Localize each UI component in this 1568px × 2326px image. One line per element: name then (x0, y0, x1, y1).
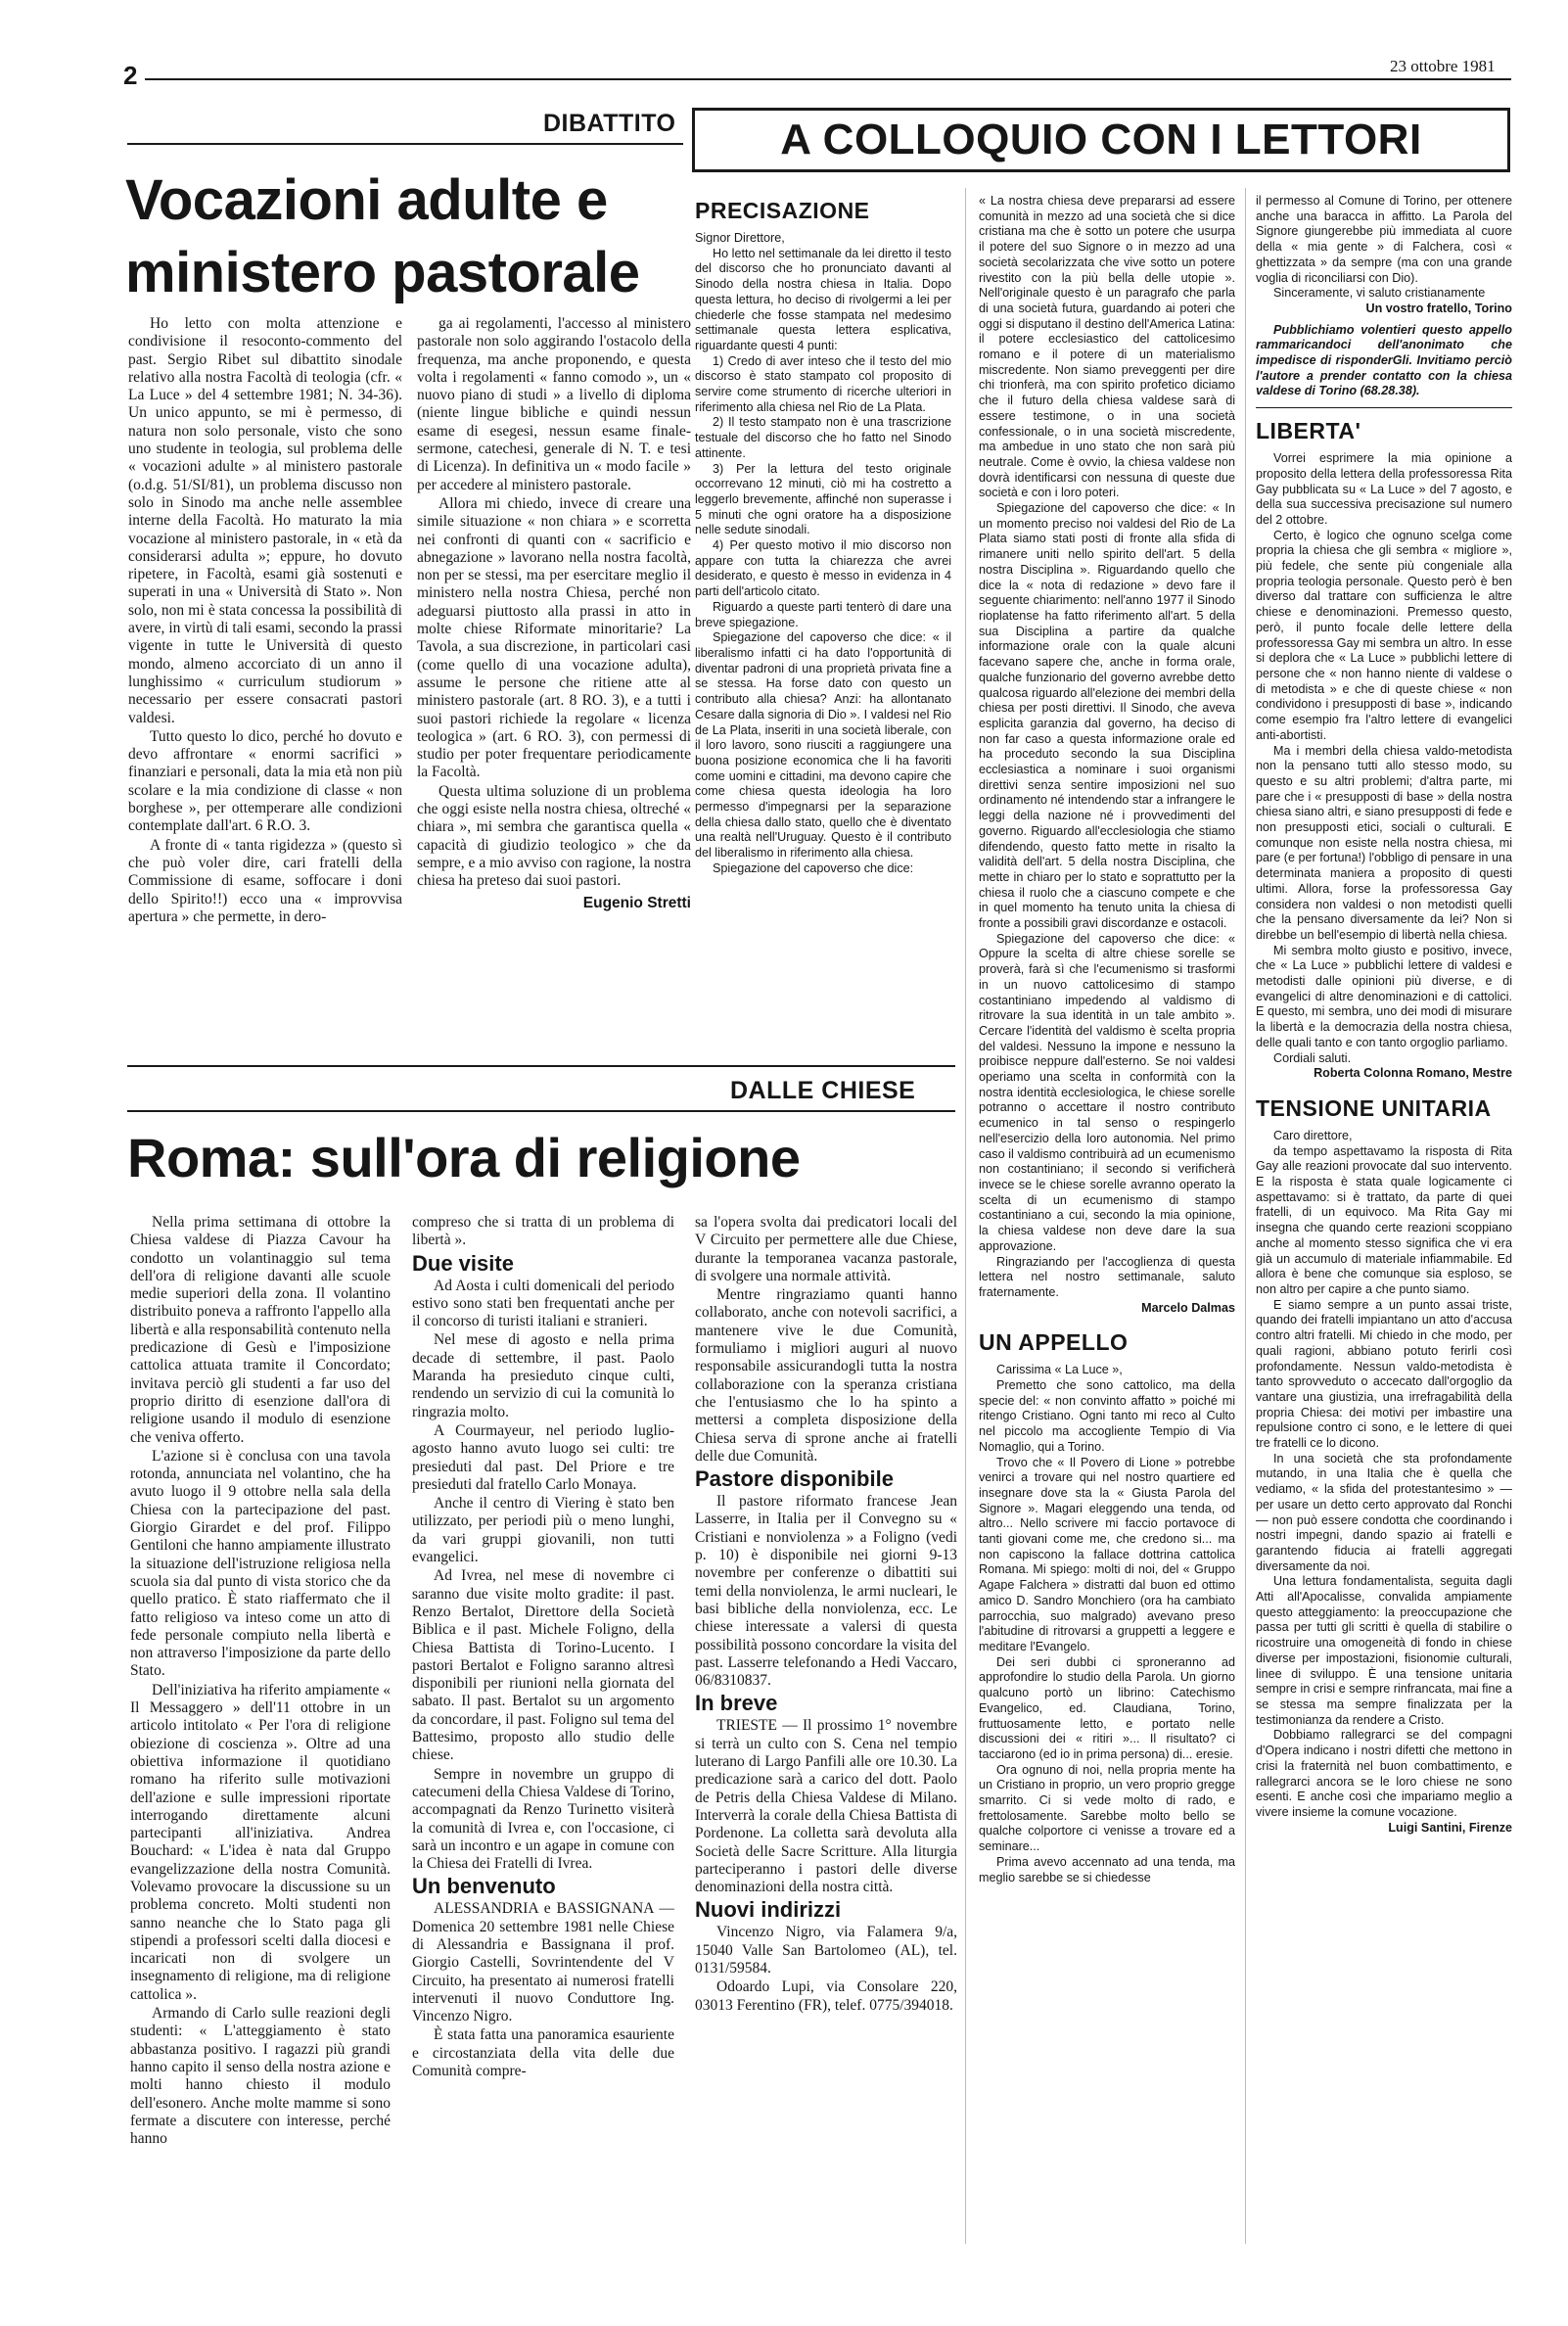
paragraph: Ho letto nel settimanale da lei diretto il testo del discorso che ho pronunciato davanti al Sinodo della nostra chiesa in Italia. Dopo questa lettura, ho deciso di rivolgermi a lei per chiederle che fosse stampata nel medesimo settimanale questa lettera esplicativa, riguardante questi 4 punti: (695, 246, 951, 352)
paragraph: Una lettura fondamentalista, seguita dagli Atti all'Apocalisse, convalida ampiamente questo atteggiamento: la preoccupazione che passa per tutti gli scritti è quella di stabilire o ricostruire una omogeneità di fondo in chiese diverse per impostazioni, fisionomie culturali, linee di sviluppo. È una tensione unitaria sempre in crisi e sempre rinfrancata, mai fine a se stessa ma sempre finalizzata per la testimonianza da rendere a Cristo. (1256, 1574, 1512, 1727)
paragraph: Dell'iniziativa ha riferito ampiamente « Il Messaggero » dell'11 ottobre in un articolo intitolato « Per l'ora di religione obiezione di coscienza ». Oltre ad una obiettiva informazione il quotidiano romano ha riferito sulle motivazioni dell'azione e sulle impressioni riportate interrogando direttamente alcuni partecipanti all'iniziativa. Andrea Bouchard: « L'idea è nata dal Gruppo evangelizzazione della nostra Comunità. Volevamo provocare la discussione su un problema concreto. Molti studenti non sanno neanche che lo Stato paga gli stipendi a professori scelti dalla diocesi e incaricati non di svolgere un insegnamento di religione, ma di religione cattolica ». (130, 1681, 391, 2003)
paragraph: Spiegazione del capoverso che dice: « il liberalismo infatti ci ha dato l'opportunità di diventar padroni di una proprietà privata fine a se stessa. Ha forse dato con questo un contributo alla chiesa? Anzi: ha allontanato Cesare dalla signoria di Dio ». I valdesi nel Rio de La Plata, inseriti in una società liberale, con il loro lavoro, sono riusciti a raggiungere una buona posizione economica che li ha favoriti come uomini e cittadini, ma devono capire che come chiesa questa ideologia ha loro permesso d'impegnarsi per la separazione della chiesa dallo stato, quello che è diventato una realtà nell'Uruguay. Questo è il contributo del liberalismo in riferimento alla chiesa. (695, 630, 951, 861)
paragraph: Trovo che « Il Povero di Lione » potrebbe venirci a trovare qui nel nostro quartiere ed insegnare dove sta la « Giusta Parola del Signore ». Magari eleggendo una tenda, od altro... Nello scrivere mi faccio portavoce di tanti giovani come me, che credono si... ma non capiscono la fallace dottrina cattolica Romana. Mi spiego: molti di noi, del « Gruppo Agape Falchera » distratti dal buon ed ottimo amico D. Sandro Monchiero (ora ha cambiato parrocchia, suo malgrado) avevano preso l'abitudine di ritrovarsi a gruppetti a leggere e meditare l'Evangelo. (979, 1455, 1235, 1653)
banner-text: A COLLOQUIO CON I LETTORI (780, 116, 1422, 163)
paragraph: sa l'opera svolta dai predicatori locali del V Circuito per permettere alle due Chiese, durante la temporanea vacanza pastorale, di svolgere una normale attività. (695, 1214, 957, 1284)
heading-un-appello: UN APPELLO (979, 1329, 1129, 1356)
paragraph: Caro direttore, (1273, 1128, 1353, 1142)
paragraph: da tempo aspettavamo la risposta di Rita Gay alle reazioni provocate dal suo intervento. E la risposta è stata quale logicamente ci aspettavamo: si è trattato, da parte di quei fratelli, di un equivoco. Ma Rita Gay mi insegna che quando certe reazioni scoppiano anche al momento stesso significa che vi era già un accumulo di materiale infiammabile. Ed allora è bene che comunque sia esploso, se non altro per capire a che punto siamo. (1256, 1143, 1512, 1296)
paragraph: Sinceramente, vi saluto cristianamente (1273, 286, 1486, 301)
paragraph: Armando di Carlo sulle reazioni degli studenti: « L'atteggiamento è stato abbastanza positivo. I ragazzi più grandi hanno capito il senso della nostra azione e molti hanno chiesto il modulo dell'esonero. Anche molte mamme si sono fermate a discutere con interesse, perché hanno (130, 2005, 391, 2148)
editorial-note: Pubblichiamo volentieri questo appello rammaricandoci dell'anonimato che impedisce di risponderGli. Invitiamo perciò l'autore a prender contatto con la chiesa valdese di Torino (68.28.38). (1256, 322, 1512, 398)
subheading-due-visite: Due visite (412, 1250, 514, 1276)
paragraph: Vorrei esprimere la mia opinione a proposito della lettera della professoressa Rita Gay pubblicata su « La Luce » del 7 agosto, e della sua successiva precisazione sul numero del 2 ottobre. (1256, 451, 1512, 527)
paragraph: ga ai regolamenti, l'accesso al ministero pastorale non solo aggirando l'ostacolo della frequenza, ma anche proponendo, e questa volta i regolamenti « fanno comodo », un « nuovo piano di studi » a livello di diploma (niente lingue bibliche e quindi nessun esame di esegesi, nessun esame finale-sermone, catechesi, generale di N. T. e tesi di Licenza). In definitiva un « modo facile » per accedere al ministero pastorale. (417, 315, 691, 493)
paragraph: Riguardo a queste parti tenterò di dare una breve spiegazione. (695, 599, 951, 629)
roma-column-1 (130, 1214, 391, 2244)
vocazioni-column-2 (417, 315, 691, 1075)
heading-liberta: LIBERTA' (1256, 418, 1361, 444)
subheading-pastore-disponibile: Pastore disponibile (695, 1466, 894, 1492)
paragraph: Premetto che sono cattolico, ma della specie del: « non convinto affatto » poiché mi ritengo Cristiano. Ogni tanto mi reco al Culto nel piccolo ma accogliente Tempio di Via Nomaglio, qui a Torino. (979, 1378, 1235, 1454)
paragraph: Allora mi chiedo, invece di creare una simile situazione « non chiara » e scorretta nei confronti di quanti con « sacrificio e abnegazione » lavorano nella nostra facoltà, non per se stessi, ma per esercitare meglio il ministero nella nostra Chiesa, perché non adeguarsi piuttosto alla prassi in atto in molte chiese Riformate minoritarie? La Tavola, a sua discrezione, in particolari casi (come quello di una vocazione adulta), assume le persone che ritiene atte al ministero pastorale (art. 8 RO. 3), e a tutti i suoi pastori richiede la regolare « licenza teologica » (art. 6 RO. 3), con permessi di studio per poter frequentare periodicamente la Facoltà. (417, 494, 691, 781)
paragraph: E siamo sempre a un punto assai triste, quando dei fratelli impiantano un atto d'accusa contro altri fratelli. Mi chiedo in che modo, per quali ragioni, abbiano potuto ferirli così profondamente. Nessun valdo-metodista è tanto sprovveduto o accecato dall'orgoglio da vantare una giustizia, una irrefragabilità della propria Chiesa: dei motivi per imbastire una repulsione contro ci sono, e le lettere di quei tre fratelli ce lo dicono. (1256, 1297, 1512, 1451)
paragraph: Ma i membri della chiesa valdo-metodista non la pensano tutti allo stesso modo, su questo e su altri problemi; d'altra parte, mi pare che i « presupposti di base » della nostra chiesa siano altri, e siano presupposti di fede e non presupposti etici, sociali o culturali. E comunque non esiste nella nostra chiesa, mi pare (e per fortuna!) l'obbligo di pensare in una determinata maniera a proposito di questi ultimi. Allora, forse la professoressa Gay considera non valdesi o non metodisti quelli che la pensano diversamente da lei? Non si direbbe un bell'esempio di libertà nella chiesa. (1256, 743, 1512, 942)
banner-colloquio (692, 108, 1510, 172)
paragraph: Cordiali saluti. (1273, 1050, 1352, 1065)
roma-column-2 (412, 1214, 674, 2244)
paragraph: Tutto questo lo dico, perché ho dovuto e devo affrontare « enormi sacrifici » finanziari e personali, data la mia età non più scolare e la mia condizione di classe « non borghese », per ottemperare alle condizioni contemplate dall'art. 6 R.O. 3. (128, 727, 402, 835)
paragraph: Nella prima settimana di ottobre la Chiesa valdese di Piazza Cavour ha condotto un volantinaggio sul tema dell'ora di religione davanti alle scuole medie superiori della zona. Il volantino distribuito poneva a raffronto l'appello alla libertà e alla responsabilità contenuto nella predicazione di Gesù e l'imposizione cattolica attuata tramite il Concordato; invitava perciò gli studenti a far uso del proprio diritto di esenzione dall'ora di religione usando il modulo di esenzione che veniva offerto. (130, 1214, 391, 1446)
paragraph: Sempre in novembre un gruppo di catecumeni della Chiesa Valdese di Torino, accompagnati da Renzo Turinetto visiterà la comunità di Ivrea e, con l'occasione, ci sarà un incontro e un agape in comune con la Chiesa dei Fratelli di Ivrea. (412, 1765, 674, 1873)
precisazione-column-1 (695, 188, 951, 1074)
paragraph: A Courmayeur, nel periodo luglio-agosto hanno avuto luogo sei culti: tre presieduti dal past. Del Priore e tre presieduti dal fratello Carlo Monaya. (412, 1421, 674, 1493)
paragraph: « La nostra chiesa deve prepararsi ad essere comunità in mezzo ad una società che si dice cristiana ma che è sotto un potere che usurpa il potere del suo Signore o in mezzo ad una società secolarizzata che vive sotto un potere rivestito con la più bella delle utopie ». Nell'originale questo è un paragrafo che parla di una società futura, guardando ai poteri che oggi si disputano il destino dell'America Latina: il potere ecclesiastico del cattolicesimo romano e il potere di un materialismo miscredente. Non siamo preveggenti per dire chi trionferà, ma con spirito profetico diciamo che il futuro della chiesa valdese sarà di essere testimone, o in una società confessionale, o in una società miscredente, ma ambedue in uno stato che non sarà più neutrale. Come è ovvio, la chiesa valdese non dovrà identificarsi con nessuna di queste due società e con i loro poteri. (979, 194, 1235, 500)
precisazione-column-2 (979, 194, 1235, 2250)
author-signature: Marcelo Dalmas (1141, 1300, 1235, 1315)
heading-precisazione: PRECISAZIONE (695, 198, 870, 223)
paragraph: Spiegazione del capoverso che dice: (713, 861, 914, 875)
dibattito-rule (127, 143, 683, 145)
paragraph: 3) Per la lettura del testo originale occorrevano 12 minuti, ciò mi ha costretto a leggerlo brevemente, affinché non superasse i 5 minuti che ogni oratore ha a disposizione nelle sedute sinodali. (695, 461, 951, 537)
paragraph: Mentre ringraziamo quanti hanno collaborato, anche con notevoli sacrifici, a mantenere vive le due Comunità, formuliamo i migliori auguri al nuovo responsabile assicurandogli tutta la nostra collaborazione con la speranza cristiana che l'entusiasmo che lo ha spinto a mettersi a completa disposizione della Chiesa serva di sprone anche ai fratelli delle due Comunità. (695, 1286, 957, 1465)
author-signature: Un vostro fratello, Torino (1365, 301, 1512, 315)
subheading-nuovi-indirizzi: Nuovi indirizzi (695, 1897, 842, 1923)
lettori-column-4 (1256, 194, 1512, 2250)
paragraph: Anche il centro di Viering è stato ben utilizzato, per periodi più o meno lunghi, da vari gruppi giovanili, non tutti evangelici. (412, 1495, 674, 1566)
paragraph: 2) Il testo stampato non è una trascrizione testuale del discorso che ho fatto nel Sinodo attinente. (695, 415, 951, 460)
column-divider (965, 188, 966, 2244)
paragraph: Vincenzo Nigro, via Falamera 9/a, 15040 Valle San Bartolomeo (AL), tel. 0131/59584. (695, 1924, 957, 1977)
section-label-dalle-chiese: DALLE CHIESE (730, 1077, 916, 1104)
issue-date: 23 ottobre 1981 (1390, 57, 1496, 75)
paragraph: Il pastore riformato francese Jean Lasserre, in Italia per il Convegno su « Cristiani e nonviolenza » a Foligno (vedi p. 10) è disponibile nei giorni 9-13 novembre per conferenze o dibattiti sui temi della nonviolenza, le armi nucleari, le basi bibliche della nonviolenza, ecc. Le chiese interessate a valersi di questa possibilità possono concordare la visita del past. Lasserre telefonando a Hedi Vaccaro, 06/8310837. (695, 1493, 957, 1690)
dalle-chiese-underline (127, 1110, 955, 1112)
author-signature: Eugenio Stretti (582, 894, 691, 911)
paragraph: Ho letto con molta attenzione e condivisione il resoconto-commento del past. Sergio Ribet sul dibattito sinodale relativo alla nostra Facoltà di teologia (cfr. « La Luce » del 4 settembre 1981; N. 34-36). Un unico appunto, se mi è permesso, di natura non solo personale, visto che sono uno studente in teologia, sul problema delle « vocazioni adulte » al ministero pastorale (o.d.g. 51/SI/81), un problema discusso non solo in Sinodo ma anche nelle assemblee interne della Facoltà. Ho maturato la mia vocazione al ministero pastorale, in « età da considerarsi adulta »; eppure, ho dovuto ripetere, in Facoltà, esami già sostenuti e superati in una « Università di Stato ». Non solo, non mi è stata concessa la possibilità di avere, in virtù di tali esami, secondo la prassi vigente in tutte le Università di questo mondo, almeno accorciato di un anno il lunghissimo « curriculum studiorum » necessario per essere consacrati pastori valdesi. (128, 315, 402, 726)
paragraph: Questa ultima soluzione di un problema che oggi esiste nella nostra chiesa, oltreché « chiara », mi sembra che garantisca quella « capacità di giudizio teologico » che da sempre, e a mio avviso con ragione, la nostra chiesa ha preteso dai suoi pastori. (417, 782, 691, 890)
author-signature: Roberta Colonna Romano, Mestre (1314, 1066, 1512, 1081)
subheading-benvenuto: Un benvenuto (412, 1874, 556, 1899)
page-number: 2 (123, 61, 138, 90)
paragraph: In una società che sta profondamente mutando, in una Italia che è quella che vediamo, « la sfida del protestantesimo » — per usare un detto certo approvato dal Ronchi — non può essere condotta che coordinando i nostri impegni, dando spazio ai fratelli e garantendo fiducia ai fratelli aggregati diversamente da noi. (1256, 1451, 1512, 1573)
paragraph: Mi sembra molto giusto e positivo, invece, che « La Luce » pubblichi lettere di valdesi e metodisti dalle opinioni più diverse, e di evangelici di altre denominazioni e di cattolici. E questo, mi sembra, uno dei modi di misurare la libertà e la democrazia della nostra chiesa, delle quali tanto e con tanto orgoglio parliamo. (1256, 943, 1512, 1049)
paragraph: Carissima « La Luce », (996, 1363, 1123, 1377)
paragraph: Ora ognuno di noi, nella propria mente ha un Cristiano in proprio, un vero proprio gregge smarrito. Ci si vede molto di rado, e frettolosamente. Sarebbe molto bello se qualche colportore ci venisse a trovare ed a seminare... (979, 1762, 1235, 1854)
title-line-2: ministero pastorale (125, 241, 640, 304)
subheading-in-breve: In breve (695, 1691, 778, 1716)
title-line-1: Vocazioni adulte e (125, 168, 608, 232)
paragraph: A fronte di « tanta rigidezza » (questo sì che può voler dire, cari fratelli della Commissione di esame, soffocare i doni dello Spirito!!) ecco una « improvvisa apertura » che permette, in dero- (128, 836, 402, 925)
liberta-rule (1256, 407, 1512, 408)
paragraph: Signor Direttore, (695, 231, 785, 245)
paragraph: ALESSANDRIA e BASSIGNANA — Domenica 20 settembre 1981 nelle Chiese di Alessandria e Bassignana il prof. Giorgio Castelli, Sovrintendente del V Circuito, ha presentato ai numerosi fratelli intervenuti il nuovo Conduttore Ing. Vincenzo Nigro. (412, 1900, 674, 2025)
vocazioni-column-1 (128, 315, 402, 1075)
article-title-vocazioni (125, 164, 693, 309)
roma-column-3 (695, 1214, 957, 2244)
paragraph: 1) Credo di aver inteso che il testo del mio discorso è stato stampato col proposito di servire come strumento di ricerche ulteriori in riferimento alla chiesa nel Rio de La Plata. (695, 353, 951, 414)
paragraph: Dei seri dubbi ci sproneranno ad approfondire lo studio della Parola. Un giorno qualcuno portò un librino: Catechismo Evangelico, ed. Claudiana, Torino, fruttuosamente letto, e portato nelle discussioni dei « ritiri »... Il risultato? ci tacciarono (ed io in prima persona) di... eresie. (979, 1654, 1235, 1761)
paragraph: Certo, è logico che ognuno scelga come propria la chiesa che gli sembra « migliore », più fedele, che sente più congeniale alla propria teologia personale. Questo però è ben diverso dal trattare con sufficienza le altre chiese e denominazioni. Premesso questo, però, il punto focale delle lettere della professoressa Gay mi sembra un altro. In esse si deplora che « La Luce » pubblichi lettere di persone che « non hanno niente di valdese o di metodista » e che di queste chiese « non condividono i presupposti di base », indicando come esempio fra l'altro lettere di evangelici anti-abortisti. (1256, 528, 1512, 742)
paragraph: Spiegazione del capoverso che dice: « Oppure la scelta di altre chiese sorelle se proverà, farà sì che l'ecumenismo si trasformi in un nuovo cattolicesimo di stampo costantiniano impedendo al valdismo di ritrovare la sua identità in un tale ambito ». Cercare l'identità del valdismo è scelta propria del valdesi. Nessuno la impone e nessuno la proibisce neppure dall'esterno. Se noi valdesi operiamo una scelta in conformità con la nostra identità ecclesiologica, le chiese sorelle potranno o accettare il nostro contributo ecumenico in tal senso o respingerlo nell'esercizio della loro autonomia. Nel primo caso il valdismo contribuirà ad un ecumenismo non costantiniano; il secondo si verificherà invece se le chiese sorelle avranno operato la scelta di un ecumenismo di stampo costantiniano a cui, secondo la mia opinione, la chiesa valdese non deve dare la sua approvazione. (979, 931, 1235, 1253)
paragraph: Ad Ivrea, nel mese di novembre ci saranno due visite molto gradite: il past. Renzo Bertalot, Direttore della Società Biblica e il past. Michele Foligno, della Chiesa Battista di Torino-Lucento. I pastori Bertalot e Foligno saranno altresì disponibili per riunioni nella giornata del sabato. Il past. Bertalot su un argomento da concordare, il past. Foligno sul tema del Battesimo, proposto allo studio delle chiese. (412, 1567, 674, 1764)
article-title-roma: Roma: sull'ora di religione (127, 1127, 801, 1188)
paragraph: Dobbiamo rallegrarci se del compagni d'Opera indicano i nostri difetti che mettono in crisi la fraternità nel buon combattimento, e rallegrarci ancora se le loro chiese ne sono esenti. E anche così che impariamo meglio a vivere insieme la comune vocazione. (1256, 1728, 1512, 1819)
section-label-dibattito: DIBATTITO (543, 110, 676, 137)
paragraph: Odoardo Lupi, via Consolare 220, 03013 Ferentino (FR), telef. 0775/394018. (695, 1978, 957, 2014)
paragraph: il permesso al Comune di Torino, per ottenere anche una baracca in affitto. La Parola del Signore giungerebbe più immediata al cuore della « mia gente » di Falchera, così « ghettizzata » da sempre (ma con una grande voglia di riconciliarsi con Dio). (1256, 194, 1512, 285)
paragraph: TRIESTE — Il prossimo 1° novembre si terrà un culto con S. Cena nel tempio luterano di Largo Panfili alle ore 10.30. La predicazione sarà a carico del dott. Paolo de Petris della Chiesa Valdese di Milano. Interverrà la corale della Chiesa Battista di Pordenone. La colletta sarà devoluta alla Società delle Sacre Scritture. Alla liturgia parteciperanno i pastori delle diverse denominazioni della nostra città. (695, 1717, 957, 1896)
paragraph: compreso che si tratta di un problema di libertà ». (412, 1214, 674, 1249)
paragraph: Nel mese di agosto e nella prima decade di settembre, il past. Paolo Maranda ha presieduto cinque culti, rendendo un servizio di cui la comunità lo ringrazia molto. (412, 1331, 674, 1420)
column-divider (1245, 188, 1246, 2244)
paragraph: Spiegazione del capoverso che dice: « In un momento preciso noi valdesi del Rio de La Plata siamo stati posti di fronte alla sfida di rimanere uniti nello spirito dell'art. 5 della nostra Disciplina ». Riguardando quello che dice la « nota di redazione » devo fare il seguente chiarimento: nell'anno 1977 il Sinodo rioplatense ha fatto riferimento all'art. 5 della sua Disciplina a partire da qualche informazione orale con la quale alcuni facevano sapere che, anche in forma orale, qualche funzionario del governo avrebbe detto qualcosa riguardo all'elezione dei membri della chiesa per posti direttivi. Il Sinodo, che aveva esplicita garanzia dal governo, ha deciso di non far caso a questa informazione orale ed ha proceduto secondo la sua Disciplina ecclesiastica a nominare i suoi organismi direttivi senza sentire imposizioni nel suo ordinamento né intendendo star a infrangere le leggi della nazione né i provvedimenti del governo. Riguardo all'ecclesiologia che stiamo difendendo, questo fatto mette in risalto la validità dell'art. 5 della nostra Disciplina, che mette in chiaro per lo stato e soprattutto per la chiesa il ruolo che a ciascuno compete e che in quel momento ha tenuto unita la chiesa di fronte a possibili gravi discordanze e ostacoli. (979, 501, 1235, 931)
paragraph: L'azione si è conclusa con una tavola rotonda, annunciata nel volantino, che ha avuto luogo il 9 ottobre nella sala della Chiesa con la partecipazione del past. Giorgio Girardet e del prof. Filippo Gentiloni che hanno ampiamente illustrato la situazione dell'istruzione religiosa nella scuola sia dal punto di vista storico che da quello pratico. È stato riaffermato che il fatto religioso va inteso come un atto di fede personale compiuto nella libertà e non attraverso l'imposizione da parte dello Stato. (130, 1447, 391, 1680)
paragraph: Prima avevo accennato ad una tenda, ma meglio sarebbe se si chiedesse (979, 1854, 1235, 1884)
author-signature: Luigi Santini, Firenze (1388, 1820, 1512, 1835)
paragraph: Ad Aosta i culti domenicali del periodo estivo sono stati ben frequentati anche per il concorso di turisti italiani e stranieri. (412, 1277, 674, 1330)
heading-tensione-unitaria: TENSIONE UNITARIA (1256, 1094, 1492, 1121)
paragraph: 4) Per questo motivo il mio discorso non appare con tutta la chiarezza che avrei desiderato, e questo è messo in evidenza in 4 parti dell'articolo citato. (695, 538, 951, 599)
header-rule (145, 78, 1511, 80)
paragraph: È stata fatta una panoramica esauriente e circostanziata della vita delle due Comunità compre- (412, 2026, 674, 2080)
paragraph: Ringraziando per l'accoglienza di questa lettera nel nostro settimanale, saluto fraternamente. (979, 1254, 1235, 1299)
